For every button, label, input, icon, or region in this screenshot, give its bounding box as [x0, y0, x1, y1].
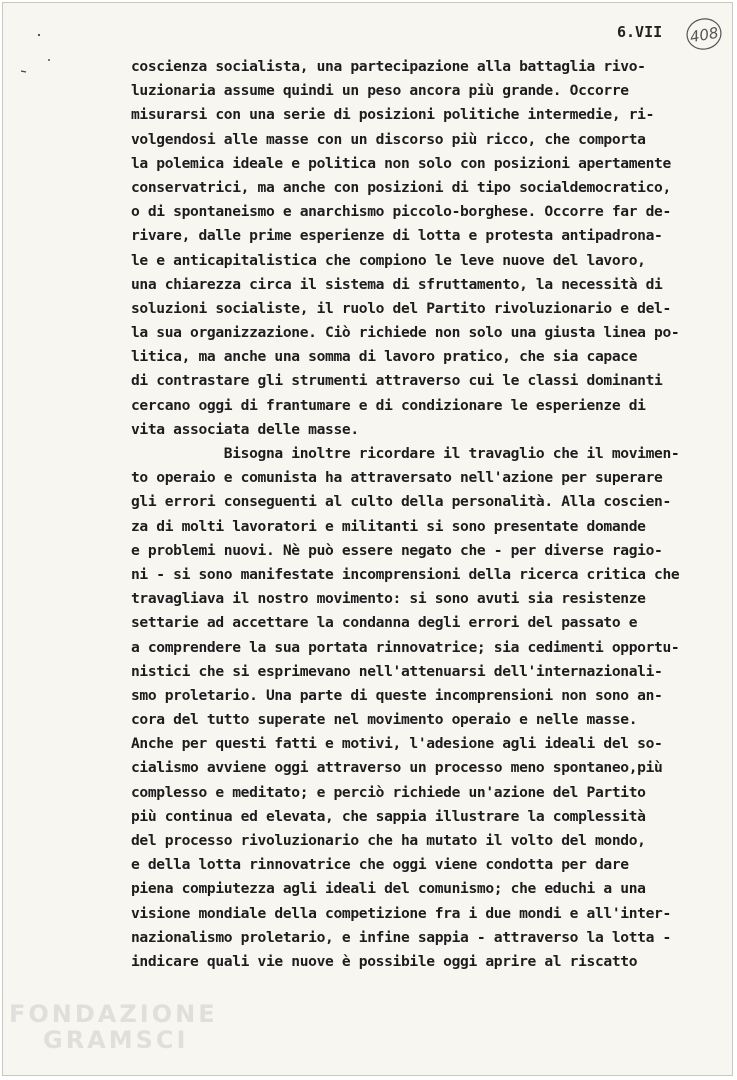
text-line: e della lotta rinnovatrice che oggi viene condotta per dare — [131, 856, 629, 874]
text-line: conservatrici, ma anche con posizioni di tipo socialdemocratico, — [131, 178, 671, 196]
text-line: una chiarezza circa il sistema di sfruttamento, la necessità di — [131, 275, 663, 293]
text-line: coscienza socialista, una partecipazione alla battaglia rivo- — [131, 58, 646, 75]
archive-number: 408 — [688, 23, 720, 47]
text-line: più continua ed elevata, che sappia illustrare la complessità — [131, 807, 646, 825]
document-page — [2, 2, 733, 1076]
text-line: la sua organizzazione. Ciò richiede non solo una giusta linea po- — [131, 324, 680, 342]
text-line: rivare, dalle prime esperienze di lotta e protesta antipadrona- — [131, 227, 663, 245]
archive-number-stamp — [683, 15, 725, 53]
page-number: 6.VII — [617, 23, 663, 41]
text-line: litica, ma anche una somma di lavoro pratico, che sia capace — [131, 348, 638, 366]
text-line: smo proletario. Una parte di queste incomprensioni non sono an- — [131, 686, 663, 704]
text-line: cercano oggi di frantumare e di condizionare le esperienze di — [131, 396, 646, 414]
text-line: volgendosi alle masse con un discorso più ricco, che comporta — [131, 130, 646, 148]
text-line: indicare quali vie nuove è possibile oggi aprire al riscatto — [131, 952, 638, 970]
text-line: visione mondiale della competizione fra i due mondi e all'inter- — [131, 904, 671, 922]
text-line: Bisogna inoltre ricordare il travaglio che il movimen- — [131, 445, 680, 462]
text-line: e problemi nuovi. Nè può essere negato che - per diverse ragio- — [131, 541, 663, 559]
text-line: za di molti lavoratori e militanti si sono presentate domande — [131, 517, 646, 535]
text-line: to operaio e comunista ha attraversato nell'azione per superare — [131, 469, 663, 487]
text-line: ni - si sono manifestate incomprensioni della ricerca critica che — [131, 565, 680, 583]
text-line: di contrastare gli strumenti attraverso cui le classi dominanti — [131, 372, 663, 390]
text-line: le e anticapitalistica che compiono le leve nuove del lavoro, — [131, 251, 646, 269]
text-line: cialismo avviene oggi attraverso un processo meno spontaneo,più — [131, 759, 663, 777]
text-line: piena compiutezza agli ideali del comunismo; che educhi a una — [131, 880, 646, 898]
watermark-line-2: GRAMSCI — [43, 1026, 189, 1054]
text-line: vita associata delle masse. — [131, 420, 359, 438]
body-text — [131, 55, 701, 974]
margin-marks — [17, 25, 57, 85]
text-line: del processo rivoluzionario che ha mutato il volto del mondo, — [131, 832, 646, 849]
text-line: o di spontaneismo e anarchismo piccolo-borghese. Occorre far de- — [131, 203, 671, 221]
text-line: nistici che si esprimevano nell'attenuarsi dell'internazionali- — [131, 662, 663, 680]
text-line: gli errori conseguenti al culto della personalità. Alla coscien- — [131, 493, 671, 511]
text-line: complesso e meditato; e perciò richiede un'azione del Partito — [131, 783, 646, 801]
text-line: soluzioni socialiste, il ruolo del Partito rivoluzionario e del- — [131, 299, 671, 317]
text-line: travagliava il nostro movimento: si sono avuti sia resistenze — [131, 590, 646, 608]
text-line: settarie ad accettare la condanna degli errori del passato e — [131, 614, 638, 632]
text-line: cora del tutto superate nel movimento operaio e nelle masse. — [131, 711, 638, 729]
text-line: la polemica ideale e politica non solo con posizioni apertamente — [131, 154, 671, 172]
text-line: a comprendere la sua portata rinnovatrice; sia cedimenti opportu- — [131, 638, 680, 656]
text-line: luzionaria assume quindi un peso ancora più grande. Occorre — [131, 82, 629, 100]
watermark-line-1: FONDAZIONE — [9, 1000, 218, 1028]
text-line: misurarsi con una serie di posizioni politiche intermedie, ri- — [131, 106, 655, 124]
text-line: nazionalismo proletario, e infine sappia - attraverso la lotta - — [131, 928, 671, 946]
text-line: Anche per questi fatti e motivi, l'adesione agli ideali del so- — [131, 735, 663, 753]
watermark — [9, 1001, 218, 1053]
